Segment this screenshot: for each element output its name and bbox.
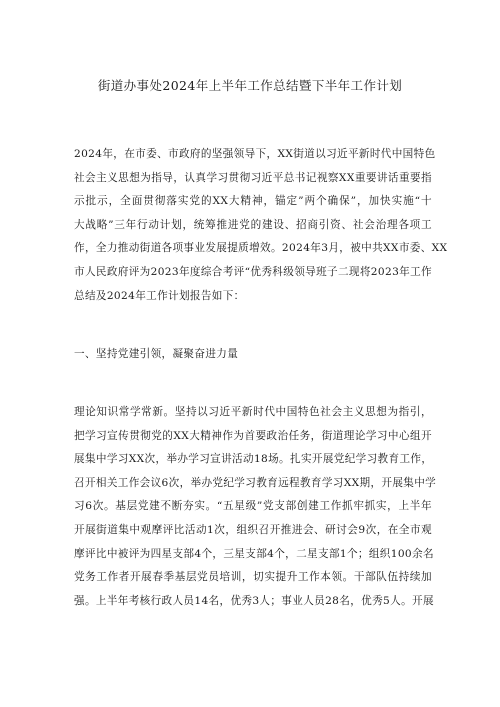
section-heading: 一、坚持党建引领，凝聚奋进力量: [74, 348, 239, 360]
section-paragraph: [74, 401, 437, 613]
paragraph-line: 强。上半年考核行政人员14名，优秀3人；事业人员28名，优秀5人。开展: [74, 594, 434, 607]
paragraph-line: 理论知识常学常新。坚持以习近平新时代中国特色社会主义思想为指引，: [74, 406, 432, 418]
intro-paragraph: [74, 143, 448, 308]
paragraph-line: 党务工作者开展春季基层党员培训，切实提升工作本领。干部队伍持续加: [74, 571, 432, 584]
paragraph-line: 开展街道集中观摩评比活动1次，组织召开推进会、研讨会9次，在全市观: [74, 523, 432, 536]
paragraph-line: 习6次。基层党建不断夯实。“五星级”党支部创建工作抓牢抓实，上半年: [74, 500, 432, 513]
paragraph-line: 市人民政府评为2023年度综合考评“优秀科级领导班子二现将2023年工作: [74, 265, 432, 278]
paragraph-line: 总结及2024年工作计划报告如下：: [74, 289, 245, 302]
paragraph-line: 大战略”三年行动计划，统筹推进党的建设、招商引资、社会治理各项工: [74, 218, 432, 231]
paragraph-line: 把学习宣传贯彻党的XX大精神作为首要政治任务，街道理论学习中心组开: [74, 429, 432, 442]
paragraph-line: 召开相关工作会议6次，举办党纪学习教育远程教育学习XX期，开展集中学: [74, 476, 437, 489]
paragraph-line: 社会主义思想为指导，认真学习贯彻习近平总书记视察XX重要讲话重要指: [74, 171, 432, 184]
paragraph-line: 摩评比中被评为四星支部4个，三星支部4个，二星支部1个；组织100余名: [74, 547, 434, 560]
paragraph-line: 展集中学习XX次，举办学习宣讲活动18场。扎实开展党纪学习教育工作，: [74, 453, 433, 466]
paragraph-line: 示批示，全面贯彻落实党的XX大精神，锚定”两个确保”，加快实施“十: [74, 195, 432, 208]
document-title: 街道办事处2024年上半年工作总结暨下半年工作计划: [97, 78, 403, 93]
paragraph-line: 2024年，在市委、市政府的坚强领导下，XX街道以习近平新时代中国特色: [74, 148, 436, 160]
paragraph-line: 作，全力推动街道各项事业发展提质增效。2024年3月，被中共XX市委、XX: [74, 242, 448, 255]
